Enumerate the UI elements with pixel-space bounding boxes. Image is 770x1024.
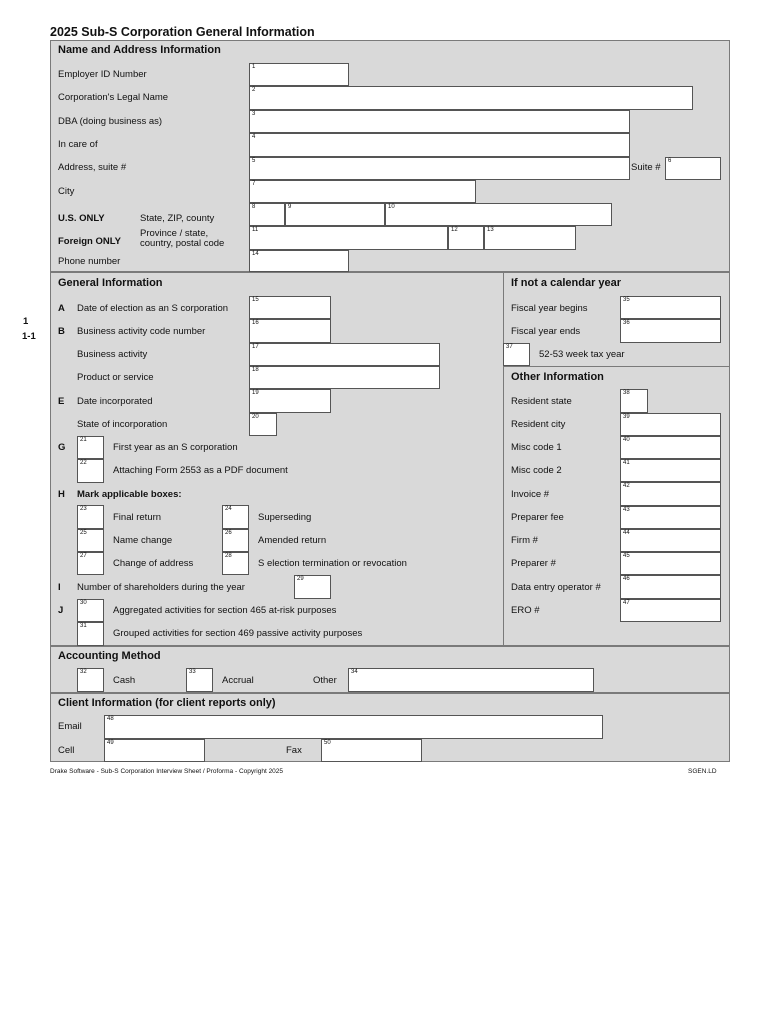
letter-b: B xyxy=(58,326,65,337)
field-number: 25 xyxy=(80,530,87,536)
misc-code-1-label: Misc code 1 xyxy=(511,442,562,453)
field-number: 46 xyxy=(623,576,630,582)
product-service-label: Product or service xyxy=(77,372,154,383)
field-number: 29 xyxy=(297,576,304,582)
in-care-of-field[interactable] xyxy=(249,133,630,157)
fax-field[interactable] xyxy=(321,739,422,762)
field-number: 38 xyxy=(623,390,630,396)
final-return-checkbox[interactable] xyxy=(77,505,104,529)
field-number: 31 xyxy=(80,623,87,629)
field-number: 19 xyxy=(252,390,259,396)
date-incorporated-label: Date incorporated xyxy=(77,396,153,407)
field-number: 21 xyxy=(80,437,87,443)
activity-code-field[interactable] xyxy=(249,319,331,343)
field-number: 2 xyxy=(252,87,256,93)
name-change-checkbox[interactable] xyxy=(77,529,104,552)
misc-code-2-label: Misc code 2 xyxy=(511,465,562,476)
letter-a: A xyxy=(58,303,65,314)
column-divider xyxy=(503,272,504,646)
field-number: 45 xyxy=(623,553,630,559)
other-method-label: Other xyxy=(313,675,337,686)
field-number: 16 xyxy=(252,320,259,326)
resident-city-field[interactable] xyxy=(620,413,721,436)
data-entry-label: Data entry operator # xyxy=(511,582,601,593)
accrual-label: Accrual xyxy=(222,675,254,686)
field-number: 30 xyxy=(80,600,87,606)
business-activity-label: Business activity xyxy=(77,349,148,360)
city-field[interactable] xyxy=(249,180,476,203)
business-activity-field[interactable] xyxy=(249,343,440,366)
date-election-label: Date of election as an S corporation xyxy=(77,303,229,314)
legal-name-label: Corporation's Legal Name xyxy=(58,92,169,103)
email-label: Email xyxy=(58,721,82,732)
date-incorporated-field[interactable] xyxy=(249,389,331,413)
field-number: 43 xyxy=(623,507,630,513)
resident-city-label: Resident city xyxy=(511,419,566,430)
general-info-header: General Information xyxy=(58,277,163,289)
employer-id-field[interactable] xyxy=(249,63,349,86)
field-number: 32 xyxy=(80,669,87,675)
phone-field[interactable] xyxy=(249,250,349,272)
shareholders-field[interactable] xyxy=(294,575,331,599)
footer-copyright: Drake Software - Sub-S Corporation Interview Sheet / Proforma - Copyright 2025 xyxy=(50,768,284,775)
letter-i: I xyxy=(58,582,61,593)
letter-j: J xyxy=(58,605,64,616)
field-number: 35 xyxy=(623,297,630,303)
us-only-label: U.S. ONLY xyxy=(58,213,105,224)
employer-id-label: Employer ID Number xyxy=(58,69,147,80)
preparer-fee-label: Preparer fee xyxy=(511,512,564,523)
field-number: 18 xyxy=(252,367,259,373)
misc-code-1-field[interactable] xyxy=(620,436,721,459)
change-address-label: Change of address xyxy=(113,558,194,569)
fiscal-header: If not a calendar year xyxy=(511,277,622,289)
field-number: 14 xyxy=(252,251,259,257)
section-divider xyxy=(503,366,730,367)
field-number: 42 xyxy=(623,483,630,489)
field-number: 11 xyxy=(252,227,259,233)
fiscal-ends-field[interactable] xyxy=(620,319,721,343)
client-info-header: Client Information (for client reports only) xyxy=(58,697,276,709)
field-number: 41 xyxy=(623,460,630,466)
zip-field[interactable] xyxy=(285,203,385,226)
field-number: 26 xyxy=(225,530,232,536)
cash-label: Cash xyxy=(113,675,136,686)
phone-label: Phone number xyxy=(58,256,121,267)
field-number: 10 xyxy=(388,204,395,210)
field-number: 50 xyxy=(324,740,331,746)
email-field[interactable] xyxy=(104,715,603,739)
field-number: 3 xyxy=(252,111,256,117)
side-number-1-1: 1-1 xyxy=(22,331,36,342)
data-entry-field[interactable] xyxy=(620,575,721,599)
country-field[interactable] xyxy=(448,226,484,250)
superseding-checkbox[interactable] xyxy=(222,505,249,529)
field-number: 17 xyxy=(252,344,259,350)
field-number: 37 xyxy=(506,344,513,350)
field-number: 13 xyxy=(487,227,494,233)
fax-label: Fax xyxy=(286,745,302,756)
firm-field[interactable] xyxy=(620,529,721,552)
letter-g: G xyxy=(58,442,66,453)
field-number: 47 xyxy=(623,600,630,606)
first-year-label: First year as an S corporation xyxy=(113,442,238,453)
grouped-label: Grouped activities for section 469 passive activity purposes xyxy=(113,628,363,639)
date-election-field[interactable] xyxy=(249,296,331,319)
activity-code-label: Business activity code number xyxy=(77,326,206,337)
other-method-field[interactable] xyxy=(348,668,594,692)
shareholders-label: Number of shareholders during the year xyxy=(77,582,245,593)
grouped-checkbox[interactable] xyxy=(77,622,104,646)
product-service-field[interactable] xyxy=(249,366,440,389)
suite-label: Suite # xyxy=(631,162,661,173)
address-label: Address, suite # xyxy=(58,162,127,173)
letter-h: H xyxy=(58,489,65,500)
field-number: 15 xyxy=(252,297,259,303)
aggregated-checkbox[interactable] xyxy=(77,599,104,622)
dba-field[interactable] xyxy=(249,110,630,133)
field-number: 5 xyxy=(252,158,256,164)
field-number: 12 xyxy=(451,227,458,233)
cell-field[interactable] xyxy=(104,739,205,762)
cell-label: Cell xyxy=(58,745,75,756)
foreign-only-label: Foreign ONLY xyxy=(58,236,121,247)
field-number: 33 xyxy=(189,669,196,675)
field-number: 24 xyxy=(225,506,232,512)
preparer-fee-field[interactable] xyxy=(620,506,721,529)
county-field[interactable] xyxy=(385,203,612,226)
resident-state-label: Resident state xyxy=(511,396,572,407)
ero-label: ERO # xyxy=(511,605,540,616)
field-number: 34 xyxy=(351,669,358,675)
state-zip-label: State, ZIP, county xyxy=(140,213,215,224)
footer-code: SGEN.LD xyxy=(688,768,717,775)
state-incorporation-label: State of incorporation xyxy=(77,419,168,430)
superseding-label: Superseding xyxy=(258,512,312,523)
ero-field[interactable] xyxy=(620,599,721,622)
s-election-label: S election termination or revocation xyxy=(258,558,407,569)
province-field[interactable] xyxy=(249,226,448,250)
city-label: City xyxy=(58,186,75,197)
field-number: 49 xyxy=(107,740,114,746)
in-care-of-label: In care of xyxy=(58,139,98,150)
field-number: 39 xyxy=(623,414,630,420)
field-number: 7 xyxy=(252,181,256,187)
state-incorporation-field[interactable] xyxy=(249,413,277,436)
fiscal-ends-label: Fiscal year ends xyxy=(511,326,581,337)
field-number: 8 xyxy=(252,204,256,210)
accrual-checkbox[interactable] xyxy=(186,668,213,692)
field-number: 4 xyxy=(252,134,256,140)
field-number: 44 xyxy=(623,530,630,536)
name-change-label: Name change xyxy=(113,535,173,546)
other-info-header: Other Information xyxy=(511,371,604,383)
page-title: 2025 Sub-S Corporation General Information xyxy=(50,25,315,39)
field-number: 20 xyxy=(252,414,259,420)
postal-code-field[interactable] xyxy=(484,226,576,250)
field-number: 48 xyxy=(107,716,114,722)
field-number: 36 xyxy=(623,320,630,326)
field-number: 6 xyxy=(668,158,672,164)
field-number: 23 xyxy=(80,506,87,512)
change-address-checkbox[interactable] xyxy=(77,552,104,575)
suite-field[interactable] xyxy=(665,157,721,180)
preparer-field[interactable] xyxy=(620,552,721,575)
first-year-checkbox[interactable] xyxy=(77,436,104,459)
week-tax-year-checkbox[interactable] xyxy=(503,343,530,366)
s-election-checkbox[interactable] xyxy=(222,552,249,575)
letter-e: E xyxy=(58,396,65,407)
field-number: 27 xyxy=(80,553,87,559)
fiscal-begins-field[interactable] xyxy=(620,296,721,319)
final-return-label: Final return xyxy=(113,512,162,523)
dba-label: DBA (doing business as) xyxy=(58,116,163,127)
amended-label: Amended return xyxy=(258,535,327,546)
accounting-header: Accounting Method xyxy=(58,650,161,662)
resident-state-field[interactable] xyxy=(620,389,648,413)
field-number: 1 xyxy=(252,64,256,70)
attaching-checkbox[interactable] xyxy=(77,459,104,483)
invoice-field[interactable] xyxy=(620,482,721,506)
cash-checkbox[interactable] xyxy=(77,668,104,692)
field-number: 22 xyxy=(80,460,87,466)
field-number: 28 xyxy=(225,553,232,559)
side-number-1: 1 xyxy=(23,316,29,327)
address-field[interactable] xyxy=(249,157,630,180)
fiscal-begins-label: Fiscal year begins xyxy=(511,303,588,314)
name-address-header: Name and Address Information xyxy=(58,44,221,56)
mark-boxes-label: Mark applicable boxes: xyxy=(77,489,182,500)
firm-label: Firm # xyxy=(511,535,538,546)
misc-code-2-field[interactable] xyxy=(620,459,721,482)
preparer-label: Preparer # xyxy=(511,558,556,569)
aggregated-label: Aggregated activities for section 465 at-risk purposes xyxy=(113,605,337,616)
attaching-label: Attaching Form 2553 as a PDF document xyxy=(113,465,288,476)
province-label: Province / state, country, postal code xyxy=(140,228,225,249)
state-field[interactable] xyxy=(249,203,285,226)
week-tax-year-label: 52-53 week tax year xyxy=(539,349,625,360)
legal-name-field[interactable] xyxy=(249,86,693,110)
invoice-label: Invoice # xyxy=(511,489,550,500)
field-number: 40 xyxy=(623,437,630,443)
field-number: 9 xyxy=(288,204,292,210)
amended-checkbox[interactable] xyxy=(222,529,249,552)
